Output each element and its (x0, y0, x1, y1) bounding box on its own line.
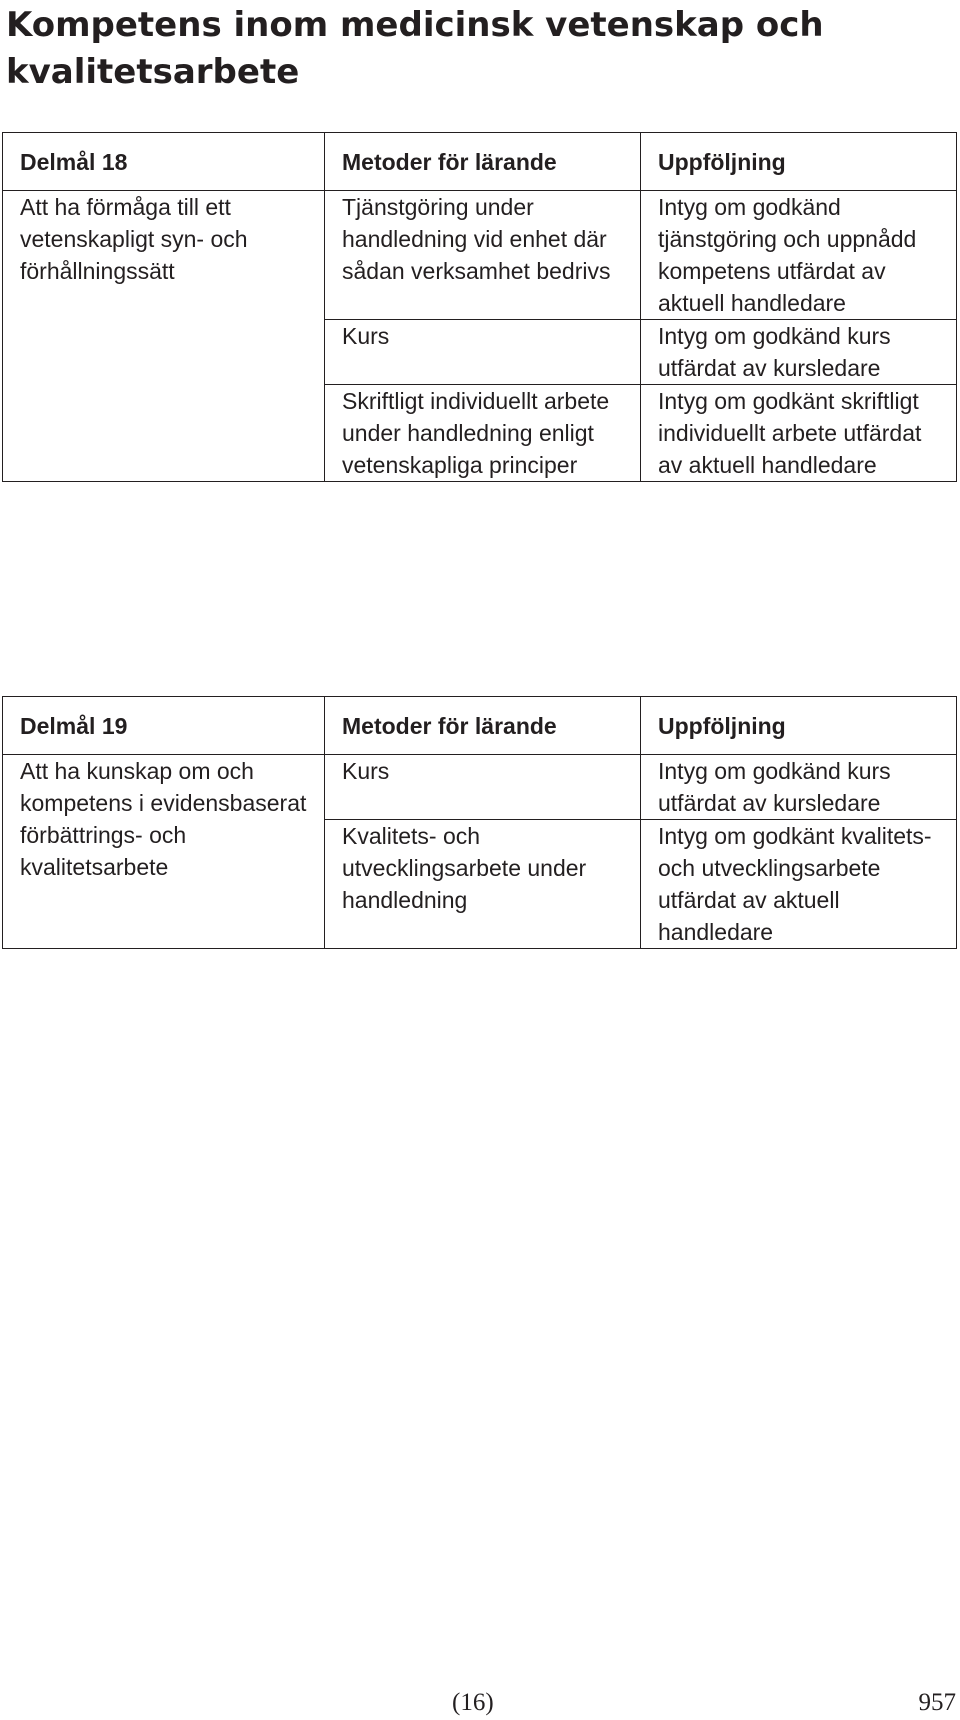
followup-text: Intyg om godkänd tjänstgöring och uppnådd kompetens utfärdat av aktuell handledare (658, 194, 917, 316)
method-text: Tjänstgöring under handledning vid enhet där sådan verksamhet bedrivs (342, 194, 611, 284)
goal-18-table (2, 132, 957, 482)
method-cell (325, 385, 641, 482)
table-row (3, 191, 957, 320)
goal-description: Att ha förmåga till ett vetenskapligt syn- och förhållningssätt (20, 194, 248, 284)
followup-text: Intyg om godkänt skriftligt individuellt arbete utfärdat av aktuell handledare (658, 388, 922, 478)
goal-description-cell (3, 755, 325, 949)
followup-text: Intyg om godkänt kvalitets- och utvecklingsarbete utfärdat av aktuell handledare (658, 823, 932, 945)
followup-header: Uppföljning (641, 133, 957, 191)
folio-number: 957 (918, 1689, 956, 1716)
method-cell (325, 191, 641, 320)
methods-header: Metoder för lärande (325, 697, 641, 755)
method-text: Kurs (342, 323, 390, 349)
table-header-row (3, 697, 957, 755)
followup-cell (641, 191, 957, 320)
method-cell (325, 820, 641, 949)
goal-header: Delmål 19 (3, 697, 325, 755)
table-row (3, 755, 957, 820)
followup-cell (641, 320, 957, 385)
followup-cell (641, 755, 957, 820)
followup-text: Intyg om godkänd kurs utfärdat av kursledare (658, 323, 891, 381)
goal-description-cell (3, 191, 325, 482)
method-cell (325, 320, 641, 385)
page-title: Kompetens inom medicinsk vetenskap och kvalitetsarbete (6, 5, 824, 92)
method-text: Skriftligt individuellt arbete under handledning enligt vetenskapliga principer (342, 388, 610, 478)
method-text: Kurs (342, 758, 390, 784)
goal-description: Att ha kunskap om och kompetens i evidensbaserat förbättrings- och kvalitetsarbete (20, 758, 307, 880)
goal-header: Delmål 18 (3, 133, 325, 191)
methods-header: Metoder för lärande (325, 133, 641, 191)
table-header-row (3, 133, 957, 191)
followup-text: Intyg om godkänd kurs utfärdat av kursledare (658, 758, 891, 816)
followup-header: Uppföljning (641, 697, 957, 755)
method-text: Kvalitets- och utvecklingsarbete under handledning (342, 823, 587, 913)
goal-19-table (2, 696, 957, 949)
followup-cell (641, 820, 957, 949)
followup-cell (641, 385, 957, 482)
method-cell (325, 755, 641, 820)
page-number: (16) (452, 1689, 494, 1716)
